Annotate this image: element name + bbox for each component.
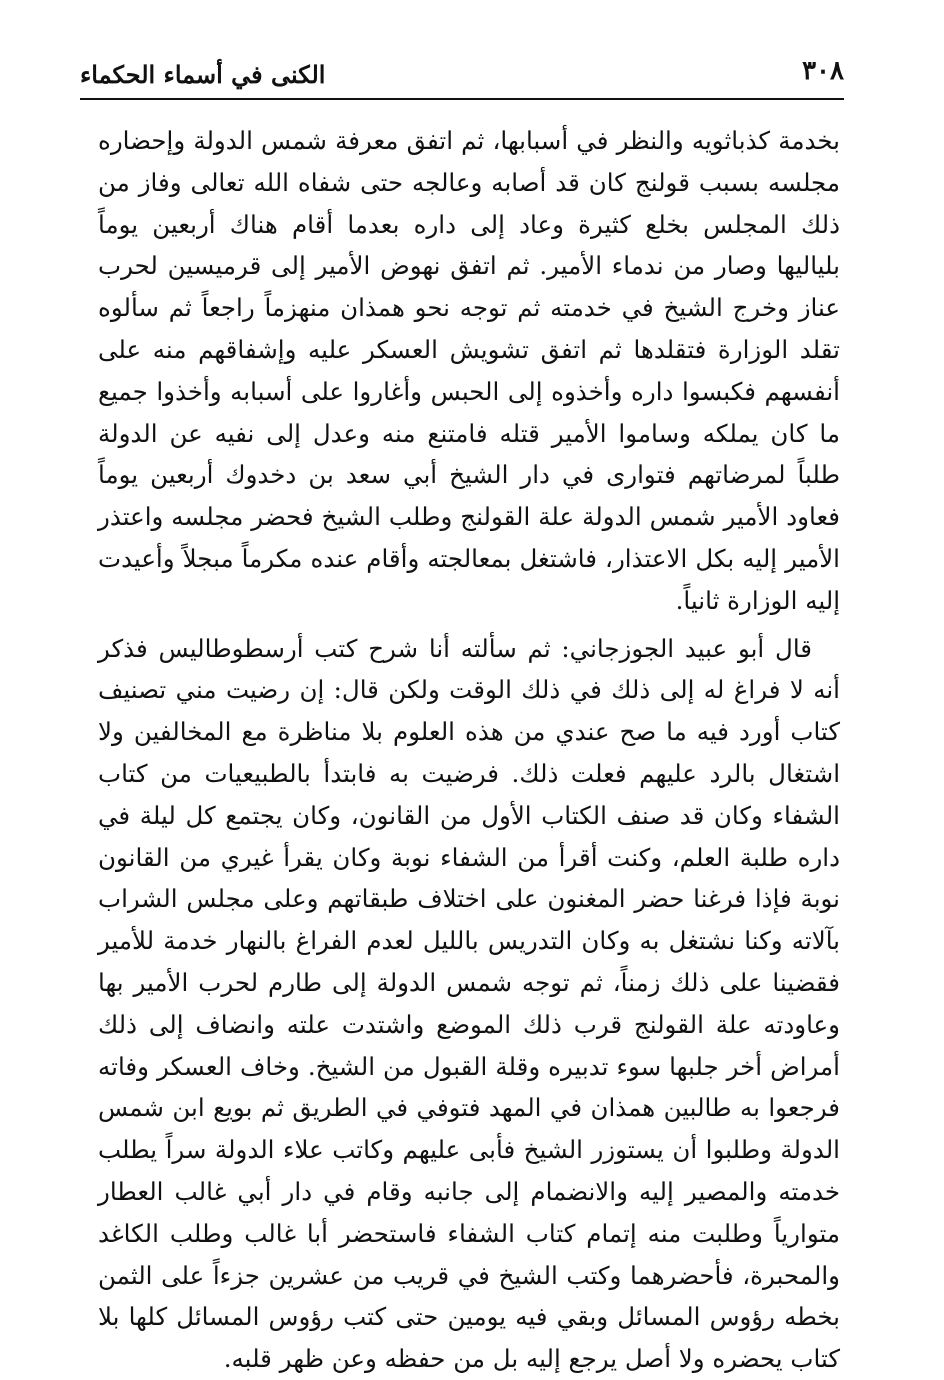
body-text (98, 120, 840, 1380)
running-title: الكنى في أسماء الحكماء (80, 60, 326, 89)
page-number: ٣٠٨ (802, 56, 844, 86)
page-header (80, 48, 844, 100)
paragraph: قال أبو عبيد الجوزجاني: ثم سألته أنا شرح كتب أرسطوطاليس فذكر أنه لا فراغ له إلى ذلك في ذلك الوقت ولكن قال: إن رضيت مني تصنيف كتاب أورد فيه ما صح عندي من هذه العلوم بلا مناظرة مع المخالفين ولا اشتغال بالرد عليهم فعلت ذلك. فرضيت به فابتدأ بالطبيعيات من كتاب الشفاء وكان قد صنف الكتاب الأول من القانون، وكان يجتمع كل ليلة في داره طلبة العلم، وكنت أقرأ من الشفاء نوبة وكان يقرأ غيري من القانون نوبة فإذا فرغنا حضر المغنون على اختلاف طبقاتهم وعلى مجلس الشراب بآلاته وكنا نشتغل به وكان التدريس بالليل لعدم الفراغ بالنهار خدمة للأمير فقضينا على ذلك زمناً، ثم توجه شمس الدولة إلى طارم لحرب الأمير بها وعاودته علة القولنج قرب ذلك الموضع واشتدت علته وانضاف إلى ذلك أمراض أخر جلبها سوء تدبيره وقلة القبول من الشيخ. وخاف العسكر وفاته فرجعوا به طالبين همذان في المهد فتوفي في الطريق ثم بويع ابن شمس الدولة وطلبوا أن يستوزر الشيخ فأبى عليهم وكاتب علاء الدولة سراً يطلب خدمته والمصير إليه والانضمام إلى جانبه وقام في دار أبي غالب العطار متوارياً وطلبت منه إتمام كتاب الشفاء فاستحضر أبا غالب وطلب الكاغد والمحبرة، فأحضرهما وكتب الشيخ في قريب من عشرين جزءاً على الثمن بخطه رؤوس المسائل وبقي فيه يومين حتى كتب رؤوس المسائل كلها بلا كتاب يحضره ولا أصل يرجع إليه بل من حفظه وعن ظهر قلبه. (98, 633, 840, 1374)
paragraph: بخدمة كذباثويه والنظر في أسبابها، ثم اتفق معرفة شمس الدولة وإحضاره مجلسه بسبب قولنج كان قد أصابه وعالجه حتى شفاه الله تعالى وفاز من ذلك المجلس بخلع كثيرة وعاد إلى داره بعدما أقام هناك أربعين يوماً بلياليها وصار من ندماء الأمير. ثم اتفق نهوض الأمير إلى قرميسين لحرب عناز وخرج الشيخ في خدمته ثم توجه نحو همذان منهزماً راجعاً ثم سألوه تقلد الوزارة فتقلدها ثم اتفق تشويش العسكر عليه وإشفاقهم منه على أنفسهم فكبسوا داره وأخذوه إلى الحبس وأغاروا على أسبابه وأخذوا جميع ما كان يملكه وساموا الأمير قتله فامتنع منه وعدل إلى نفيه عن الدولة طلباً لمرضاتهم فتوارى في دار الشيخ أبي سعد بن دخدوك أربعين يوماً فعاود الأمير شمس الدولة علة القولنج وطلب الشيخ فحضر مجلسه واعتذر الأمير إليه بكل الاعتذار، فاشتغل بمعالجته وأقام عنده مكرماً مبجلاً وأعيدت إليه الوزارة ثانياً. (98, 126, 840, 615)
